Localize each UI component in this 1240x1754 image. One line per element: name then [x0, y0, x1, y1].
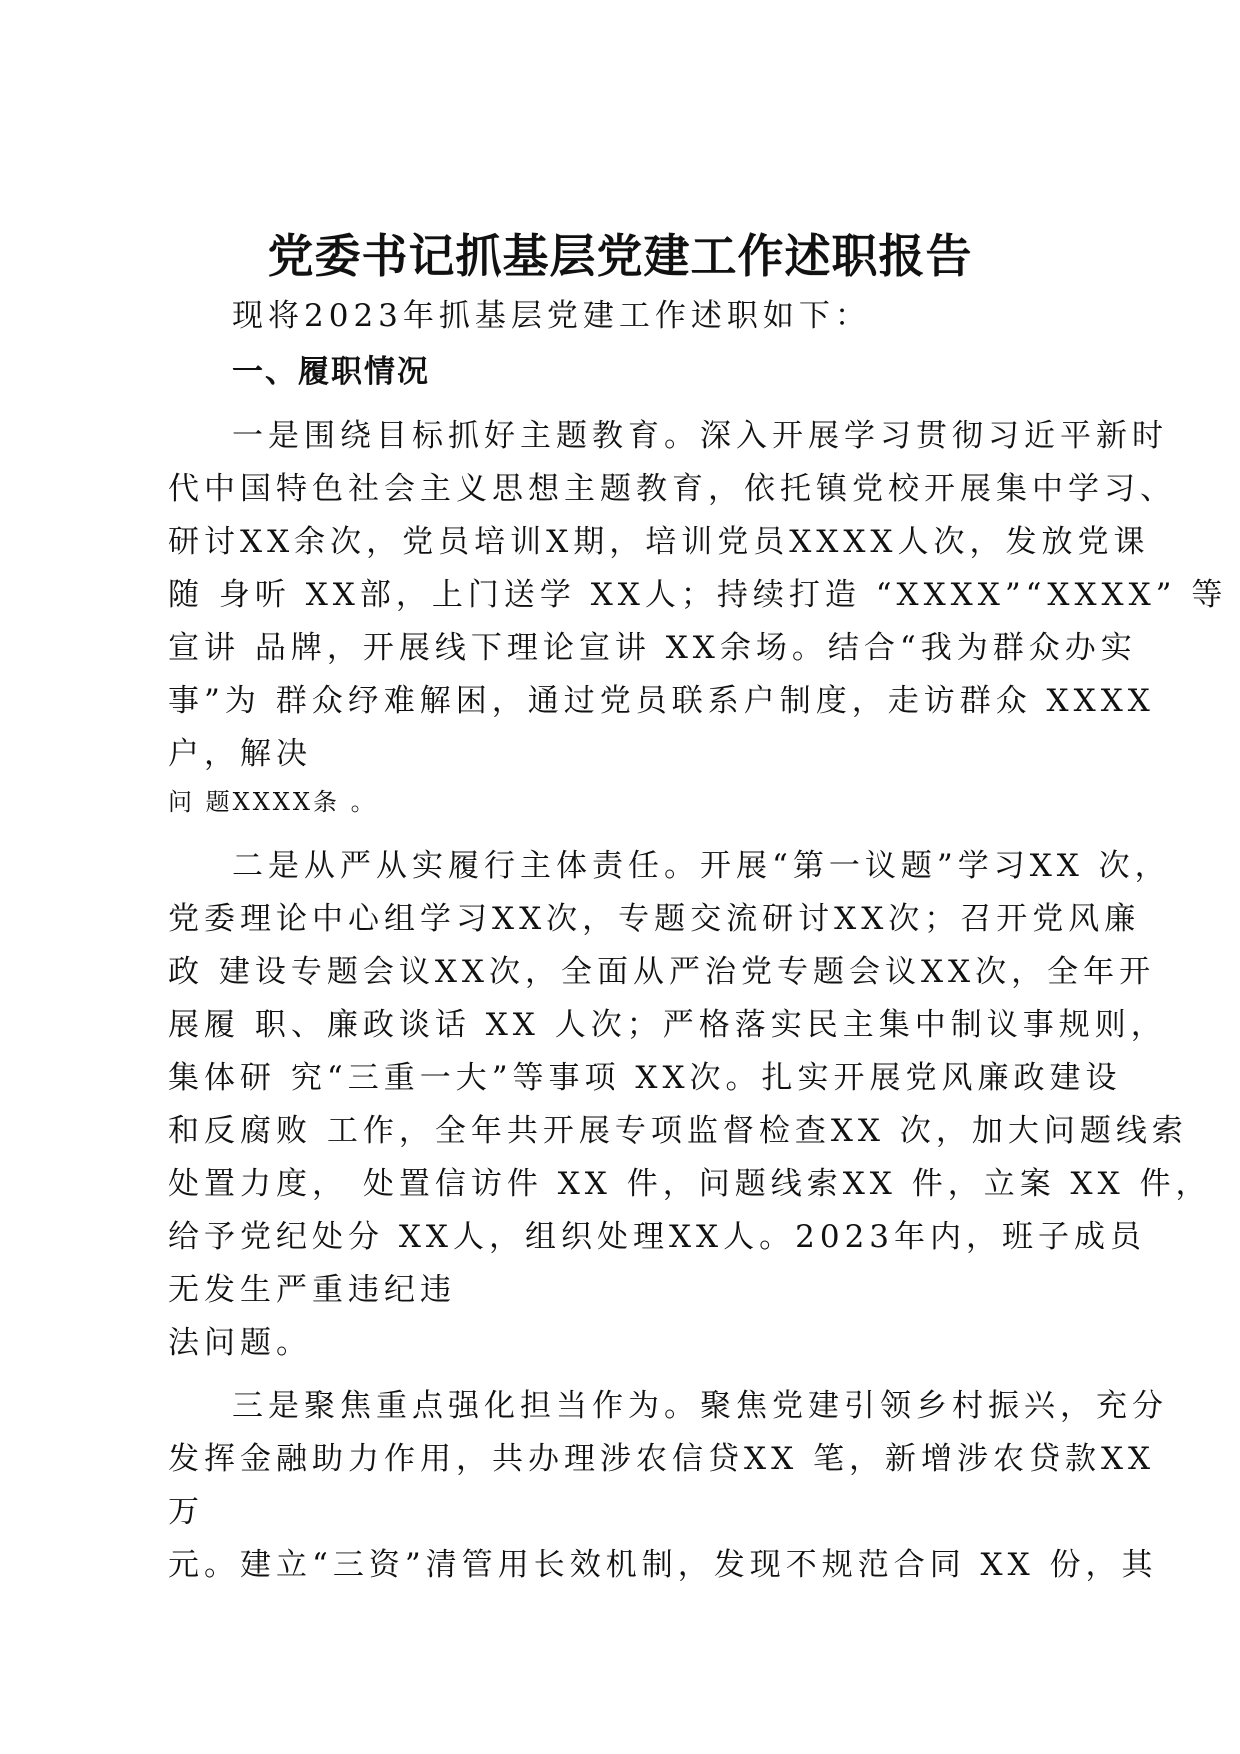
paragraph-line: 政 建设专题会议XX次，全面从严治党专题会议XX次，全年开 — [168, 954, 1156, 990]
paragraph-line: 二是从严从实履行主体责任。开展“第一议题”学习XX 次， — [232, 848, 1171, 884]
paragraph-line: 研讨XX余次，党员培训X期，培训党员XXXX人次，发放党课 — [168, 524, 1150, 560]
paragraph-line: 三是聚焦重点强化担当作为。聚焦党建引领乡村振兴，充分 — [232, 1388, 1168, 1424]
paragraph-line: 一是围绕目标抓好主题教育。深入开展学习贯彻习近平新时 — [232, 418, 1168, 454]
paragraph-line: 无发生严重违纪违 — [168, 1272, 456, 1308]
paragraph-line: 和反腐败 工作，全年共开展专项监督检查XX 次，加大问题线索 — [168, 1113, 1188, 1149]
paragraph-line: 万 — [168, 1494, 204, 1530]
paragraph-line: 法问题。 — [168, 1325, 312, 1361]
paragraph-line: 给予党纪处分 XX人，组织处理XX人。2023年内，班子成员 — [168, 1219, 1147, 1255]
paragraph-line: 随 身听 XX部，上门送学 XX人；持续打造 “XXXX”“XXXX” 等 — [168, 577, 1228, 613]
paragraph-line: 集体研 究“三重一大”等事项 XX次。扎实开展党风廉政建设 — [168, 1060, 1122, 1096]
document-title: 党委书记抓基层党建工作述职报告 — [267, 229, 973, 283]
intro-line: 现将2023年抓基层党建工作述职如下： — [232, 298, 871, 334]
paragraph-line: 代中国特色社会主义思想主题教育，依托镇党校开展集中学习、 — [168, 471, 1176, 507]
paragraph-line: 元。建立“三资”清管用长效机制，发现不规范合同 XX 份，其 — [168, 1547, 1158, 1583]
paragraph-line: 户，解决 — [168, 736, 312, 772]
paragraph-line: 党委理论中心组学习XX次，专题交流研讨XX次；召开党风廉 — [168, 901, 1141, 937]
paragraph-line: 问 题XXXX条 。 — [168, 788, 378, 816]
paragraph-line: 事”为 群众纾难解困，通过党员联系户制度，走访群众 XXXX — [168, 683, 1155, 719]
paragraph-line: 处置力度， 处置信访件 XX 件，问题线索XX 件，立案 XX 件， — [168, 1166, 1212, 1202]
paragraph-line: 发挥金融助力作用，共办理涉农信贷XX 笔，新增涉农贷款XX — [168, 1441, 1156, 1477]
paragraph-line: 宣讲 品牌，开展线下理论宣讲 XX余场。结合“我为群众办实 — [168, 630, 1137, 666]
section-heading: 一、履职情况 — [232, 354, 430, 390]
paragraph-line: 展履 职、廉政谈话 XX 人次；严格落实民主集中制议事规则， — [168, 1007, 1167, 1043]
